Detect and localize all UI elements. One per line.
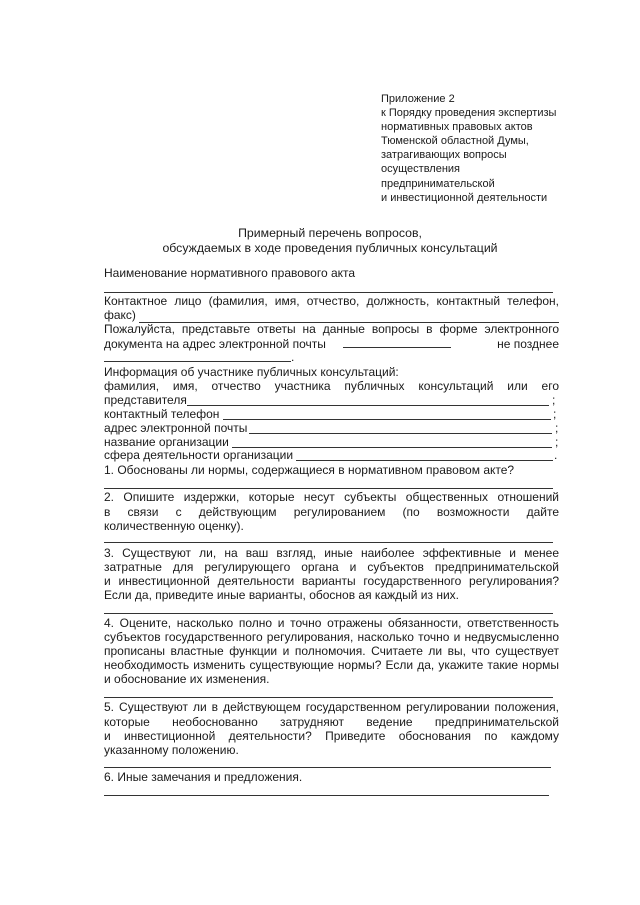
answer-1-field[interactable] (104, 488, 553, 489)
appendix-line: и инвестиционной деятельности (381, 191, 548, 204)
appendix-line: предпринимательской (381, 177, 495, 190)
question-4-line3: прописаны властные функции и полномочия. Считаете ли вы, что существует (104, 644, 559, 658)
answer-4-field[interactable] (104, 697, 553, 698)
email-address-label: документа на адрес электронной почты (104, 337, 326, 351)
email-field[interactable] (249, 433, 552, 434)
phone-label: контактный телефон (104, 407, 220, 421)
appendix-line: осуществления (381, 163, 461, 176)
org-sphere-field[interactable] (296, 460, 553, 461)
org-sphere-label: сфера деятельности организации (104, 448, 294, 462)
semicolon-mark: ; (552, 393, 556, 407)
appendix-line: Тюменской областной Думы, (381, 135, 529, 148)
question-3-line2: затратные для регулирующего органа и субъектов предпринимательской (104, 560, 559, 574)
appendix-line: к Порядку проведения экспертизы (381, 107, 557, 120)
question-2-line3: количественную оценку). (104, 519, 244, 533)
act-name-field[interactable] (104, 292, 553, 293)
question-5-line3: и инвестиционной деятельности? Приведите обоснования по каждому (104, 729, 559, 743)
participant-fio-line: фамилия, имя, отчество участника публичных консультаций или его (104, 379, 559, 393)
question-4-line1: 4. Оцените, насколько полно и точно отражены обязанности, ответственность (104, 616, 559, 630)
appendix-line: Приложение 2 (381, 93, 455, 105)
phone-field[interactable] (223, 419, 551, 420)
participant-info-header: Информация об участнике публичных консультаций: (104, 365, 399, 379)
answer-6-field[interactable] (104, 795, 549, 796)
question-2-line1: 2. Опишите издержки, которые несут субъекты общественных отношений (104, 490, 559, 504)
question-4-line2: субъектов государственного регулирования, насколько точно и недвусмысленно (104, 630, 559, 644)
deadline-field[interactable] (104, 361, 291, 362)
question-5-line4: указанному положению. (104, 743, 239, 757)
question-6: 6. Иные замечания и предложения. (104, 770, 303, 784)
document-title-line1: Примерный перечень вопросов, (238, 226, 422, 240)
semicolon-mark: ; (555, 421, 559, 435)
question-3-line3: и инвестиционной деятельности варианты государственного регулирования? (104, 574, 559, 588)
instructions-line1: Пожалуйста, представьте ответы на данные вопросы в форме электронного (104, 322, 559, 336)
question-5-line2: которые необоснованно затрудняют ведение предпринимательской (104, 715, 559, 729)
appendix-line: нормативных правовых актов (381, 121, 533, 134)
question-3-line1: 3. Существуют ли, на ваш взгляд, иные наиболее эффективные и менее (104, 546, 559, 560)
period-mark: . (554, 448, 558, 462)
representative-field[interactable] (187, 405, 549, 406)
contact-person-label: Контактное лицо (фамилия, имя, отчество, должность, контактный телефон, (104, 294, 559, 308)
answer-2-field[interactable] (104, 542, 553, 543)
email-label: адрес электронной почты (104, 421, 248, 435)
org-name-label: название организации (104, 435, 229, 449)
question-4-line5: и обоснование их изменения. (104, 672, 270, 686)
deadline-period: . (291, 350, 295, 364)
fax-label: факс) (104, 308, 136, 322)
email-address-field[interactable] (343, 337, 451, 348)
deadline-label: не позднее (497, 337, 559, 351)
question-1: 1. Обоснованы ли нормы, содержащиеся в нормативном правовом акте? (104, 463, 515, 477)
question-2-line2: в связи с действующим регулированием (по возможности дайте (104, 505, 559, 519)
appendix-header (381, 92, 621, 205)
act-name-label: Наименование нормативного правового акта (104, 266, 356, 280)
representative-label: представителя (104, 393, 187, 407)
question-3-line4: Если да, приведите иные варианты, обоснов ая каждый из них. (104, 588, 460, 602)
semicolon-mark: ; (555, 435, 559, 449)
answer-3-field[interactable] (104, 613, 553, 614)
question-5-line1: 5. Существуют ли в действующем государственном регулировании положения, (104, 700, 559, 714)
answer-5-field[interactable] (104, 767, 551, 768)
question-4-line4: необходимость изменить существующие нормы? Если да, укажите такие нормы (104, 658, 559, 672)
appendix-line: затрагивающих вопросы (381, 149, 507, 162)
semicolon-mark: ; (553, 407, 557, 421)
document-title-line2: обсуждаемых в ходе проведения публичных консультаций (162, 241, 498, 255)
instructions-line2 (104, 337, 559, 351)
